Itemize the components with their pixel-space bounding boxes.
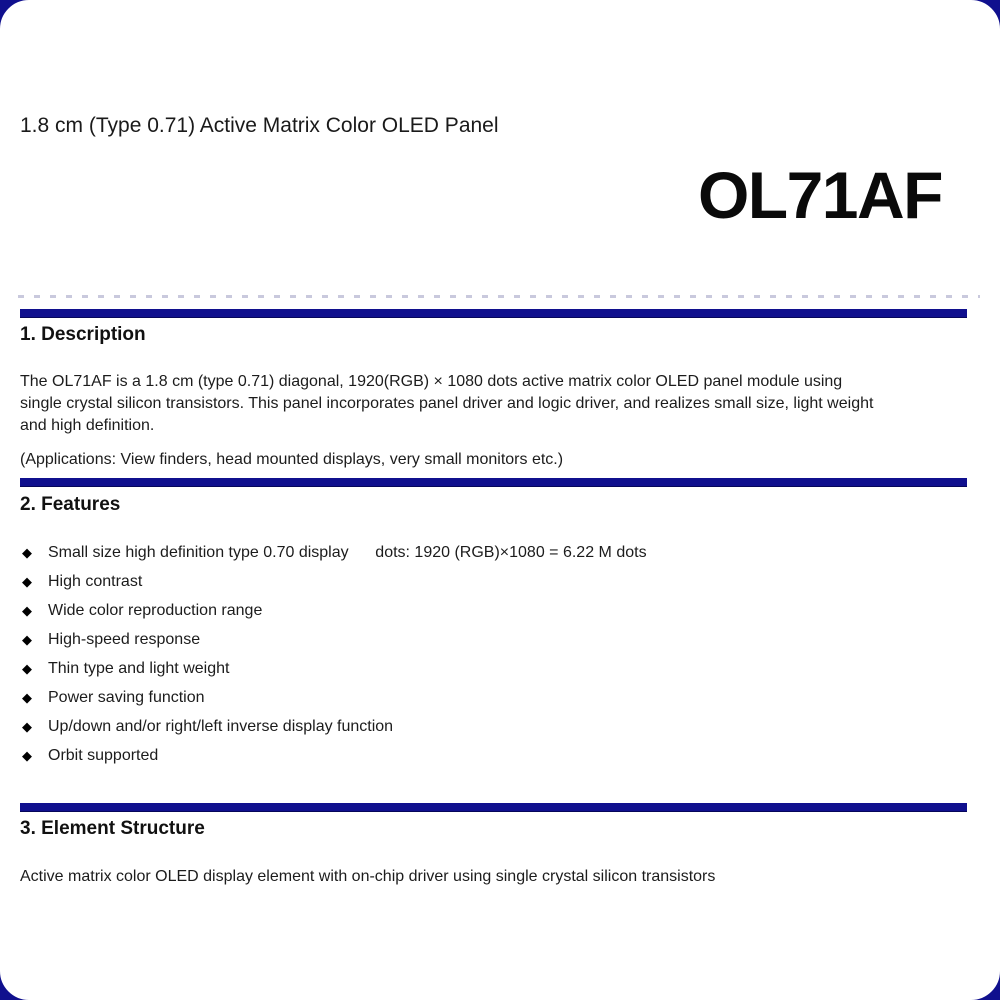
diamond-bullet-icon: ◆ <box>22 573 32 589</box>
feature-item <box>22 538 962 567</box>
feature-item <box>22 741 962 770</box>
description-line-1: The OL71AF is a 1.8 cm (type 0.71) diagonal, 1920(RGB) × 1080 dots active matrix color OLED panel module using <box>20 373 843 390</box>
section-rule-features <box>20 478 967 487</box>
diamond-bullet-icon: ◆ <box>22 544 32 560</box>
feature-label: Small size high definition type 0.70 display dots: 1920 (RGB)×1080 = 6.22 M dots <box>48 543 647 561</box>
diamond-bullet-icon: ◆ <box>22 747 32 763</box>
description-paragraph <box>20 371 970 437</box>
diamond-bullet-icon: ◆ <box>22 602 32 618</box>
feature-label: Orbit supported <box>48 746 159 764</box>
diamond-bullet-icon: ◆ <box>22 660 32 676</box>
section-rule-element-structure <box>20 803 967 812</box>
element-structure-heading: 3. Element Structure <box>20 818 205 839</box>
dashed-divider <box>18 295 980 298</box>
diamond-bullet-icon: ◆ <box>22 631 32 647</box>
features-heading: 2. Features <box>20 494 121 515</box>
feature-item <box>22 596 962 625</box>
feature-label: Wide color reproduction range <box>48 601 263 619</box>
feature-item <box>22 567 962 596</box>
feature-label: High-speed response <box>48 630 201 648</box>
feature-item <box>22 712 962 741</box>
feature-list <box>22 538 962 770</box>
feature-item <box>22 625 962 654</box>
applications-note: (Applications: View finders, head mounted displays, very small monitors etc.) <box>20 451 564 468</box>
feature-label: Power saving function <box>48 688 205 706</box>
feature-item <box>22 683 962 712</box>
page-title: 1.8 cm (Type 0.71) Active Matrix Color OLED Panel <box>20 114 499 137</box>
diamond-bullet-icon: ◆ <box>22 689 32 705</box>
element-structure-paragraph: Active matrix color OLED display element with on-chip driver using single crystal silicon transistors <box>20 868 716 885</box>
description-line-2: single crystal silicon transistors. This panel incorporates panel driver and logic driver, and realizes small size, light weight <box>20 395 874 412</box>
feature-item <box>22 654 962 683</box>
section-rule-description <box>20 309 967 318</box>
feature-label: Up/down and/or right/left inverse display function <box>48 717 394 735</box>
feature-label: Thin type and light weight <box>48 659 230 677</box>
product-code: OL71AF <box>697 158 942 232</box>
description-line-3: and high definition. <box>20 417 155 434</box>
feature-label: High contrast <box>48 572 143 590</box>
description-heading: 1. Description <box>20 324 146 345</box>
diamond-bullet-icon: ◆ <box>22 718 32 734</box>
